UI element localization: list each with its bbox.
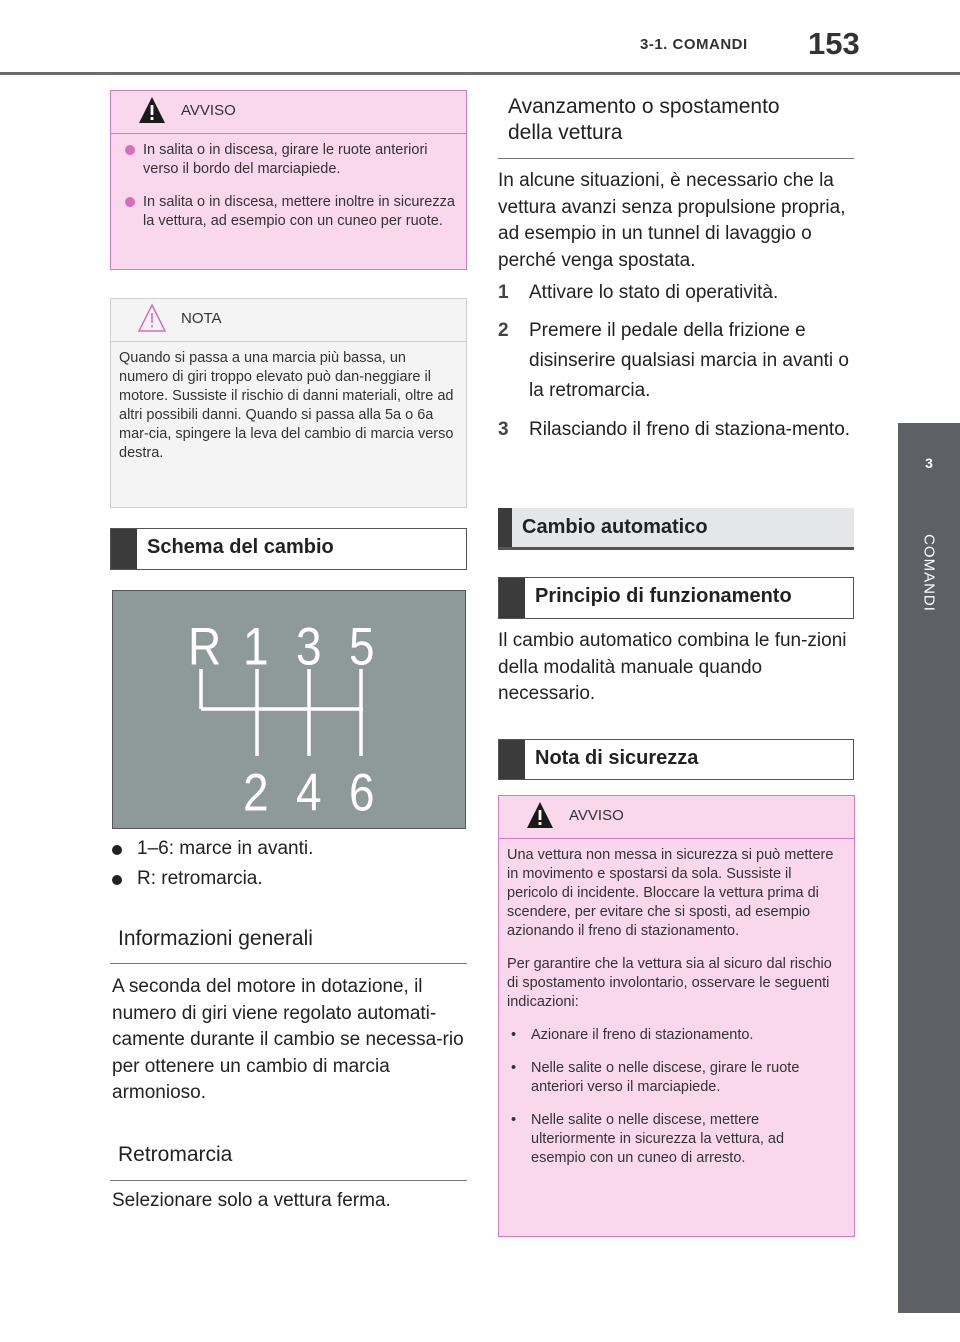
avanzamento-paragraph: In alcune situazioni, è necessario che la vettura avanzi senza propulsione propria, ad esempio in un tunnel di lavaggio o perché venga spostata. [498,170,846,271]
subheading-text: Retromarcia [118,1143,233,1166]
bullet-dot [112,845,122,855]
bullet-mark: • [511,1027,517,1043]
step-text: Premere il pedale della frizione e disinserire qualsiasi marcia in avanti o la retromarcia. [529,320,849,401]
step-number: 2 [498,320,509,341]
gear-path-lines [113,591,467,830]
step-item [498,278,854,308]
heading-text: Cambio automatico [522,516,708,538]
warning-icon [525,800,555,830]
chapter-label-text: COMANDI [920,534,938,612]
bullet-dot [125,197,135,207]
bullet-dot [125,145,135,155]
warning-list-item [507,1059,842,1097]
gear-label-2: 2 [243,762,269,822]
warning-header [499,796,854,839]
note-text: Quando si passa a una marcia più bassa, un numero di giri troppo elevato può dan-neggiare il motore. Sussiste il rischio di danni materiali, oltre ad altri possibili danni. Quando si passa alla 5a o 6a mar-cia, spingere la leva del cambio di marcia verso destra. [119,350,454,461]
note-title: NOTA [181,310,222,327]
warning-header [111,91,466,134]
step-item [498,316,854,406]
section-heading-cambio-automatico [498,508,854,550]
gear-bullet-text: R: retromarcia. [137,868,263,889]
step-text: Attivare lo stato di operatività. [529,282,779,303]
warning-list-text: Azionare il freno di stazionamento. [531,1027,754,1043]
warning-item-text: In salita o in discesa, mettere inoltre in sicurezza la vettura, ad esempio con un cuneo per ruote. [143,194,455,229]
warning-icon [137,95,167,125]
gear-bullet [112,838,313,860]
chapter-tab[interactable]: 3 [898,423,960,503]
retro-paragraph: Selezionare solo a vettura ferma. [112,1190,391,1211]
warning-list-item [507,1111,842,1168]
section-heading-principio [498,577,854,619]
warning-title: AVVISO [569,807,624,824]
heading-stripe [499,740,525,779]
bullet-mark: • [511,1060,517,1076]
warning-list-item [507,1026,842,1045]
gear-label-3: 3 [296,616,322,676]
heading-text: Schema del cambio [147,536,334,558]
chapter-label [898,503,960,633]
step-item [498,415,854,445]
heading-text: Principio di funzionamento [535,585,792,607]
warning-list-text: Nelle salite o nelle discese, mettere ulteriormente in sicurezza la vettura, ad esempio con un cuneo di arresto. [531,1112,785,1166]
warning-item [119,193,459,231]
note-header [111,299,466,342]
gear-label-4: 4 [296,762,322,822]
header-divider [0,72,960,75]
section-heading-sicurezza [498,739,854,780]
warning-box-bottom [498,795,855,1237]
heading-stripe [111,529,137,569]
heading-text: Nota di sicurezza [535,747,699,769]
section-title: 3-1. COMANDI [640,36,748,53]
gear-bullet [112,868,263,890]
info-paragraph: A seconda del motore in dotazione, il numero di giri viene regolato automati-camente durante il cambio se necessa-rio per ottenere un cambio di marcia armonioso. [112,976,464,1103]
warning-paragraph: Una vettura non messa in sicurezza si può mettere in movimento e spostarsi da sola. Sussiste il pericolo di incidente. Bloccare la vettura prima di scendere, per evitare che si sposti, ad esempio azionando il freno di stazionamento. [507,847,834,939]
heading-stripe [498,508,512,547]
warning-item-text: In salita o in discesa, girare le ruote anteriori verso il bordo del marciapiede. [143,142,428,177]
gear-label-1: 1 [243,616,269,676]
principio-paragraph: Il cambio automatico combina le fun-zioni della modalità manuale quando necessario. [498,630,847,704]
subheading-retromarcia [110,1142,467,1181]
page-number: 153 [808,26,860,61]
step-number: 1 [498,282,509,303]
section-heading-schema [110,528,467,570]
gear-label-r: R [188,616,222,676]
gear-shift-diagram [112,590,466,829]
warning-box [110,90,467,270]
gear-label-5: 5 [349,616,375,676]
note-box [110,298,467,508]
step-number: 3 [498,419,509,440]
warning-title: AVVISO [181,102,236,119]
gear-label-6: 6 [349,762,375,822]
subheading-text: Informazioni generali [118,927,313,950]
heading-stripe [499,578,525,618]
gear-bullet-text: 1–6: marce in avanti. [137,838,314,859]
caution-icon [137,303,167,333]
subheading-avanzamento [498,94,854,159]
subheading-informazioni [110,926,467,964]
step-text: Rilasciando il freno di staziona-mento. [529,419,851,440]
bullet-mark: • [511,1112,517,1128]
bullet-dot [112,875,122,885]
subheading-text: Avanzamento o spostamento della vettura [508,95,780,144]
warning-paragraph: Per garantire che la vettura sia al sicuro dal rischio di spostamento involontario, osservare le seguenti indicazioni: [507,956,832,1010]
warning-item [119,141,459,179]
warning-list-text: Nelle salite o nelle discese, girare le ruote anteriori verso il marciapiede. [531,1060,800,1095]
